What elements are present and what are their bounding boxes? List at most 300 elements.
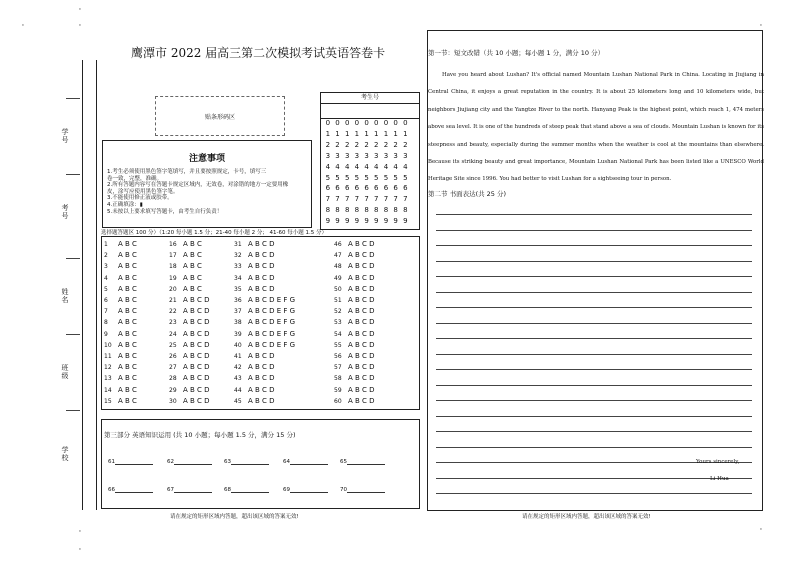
mc-question-row	[104, 274, 137, 282]
id-bubble[interactable]: 5	[354, 173, 360, 182]
id-bubble[interactable]: 5	[383, 173, 389, 182]
writing-line[interactable]	[436, 385, 752, 386]
writing-line[interactable]	[436, 276, 752, 277]
signature-name: Li Hua	[710, 476, 729, 482]
answer-options[interactable]: A B C	[118, 340, 137, 349]
side-underline	[66, 174, 80, 175]
question-number: 40	[234, 341, 242, 349]
error-correction-passage	[428, 67, 764, 189]
question-number: 4	[104, 274, 108, 282]
side-label-exam-number: 考号	[61, 204, 69, 220]
answer-options[interactable]: A B C D	[348, 262, 375, 271]
answer-options[interactable]: A B C D	[348, 329, 375, 338]
writing-line[interactable]	[436, 493, 752, 494]
mc-question-row	[104, 363, 137, 371]
cut-mark: '	[760, 527, 762, 535]
blank-number: 70	[340, 487, 347, 493]
id-bubble[interactable]: 7	[393, 195, 398, 204]
answer-options[interactable]: A B C	[118, 307, 137, 316]
answer-options[interactable]: A B C D	[183, 396, 210, 405]
fill-blank[interactable]	[167, 486, 212, 493]
id-bubble[interactable]: 9	[364, 217, 369, 226]
question-number: 46	[334, 241, 342, 248]
answer-options[interactable]: A B C D	[348, 296, 375, 304]
answer-options[interactable]: A B C D E F G	[248, 318, 296, 327]
candidate-number-grid	[320, 92, 420, 230]
answer-options[interactable]: A B C D E F G	[248, 307, 296, 316]
id-bubble[interactable]: 1	[403, 129, 408, 138]
id-bubble[interactable]: 0	[364, 119, 369, 127]
side-label-name: 姓名	[61, 288, 69, 304]
blank-underline[interactable]	[174, 458, 212, 465]
notice-title: 注意事项	[188, 154, 225, 164]
id-bubble[interactable]: 0	[335, 119, 340, 127]
fill-blank[interactable]	[224, 458, 269, 465]
mc-question-row	[234, 274, 275, 282]
question-number: 20	[169, 285, 177, 293]
question-number: 3	[104, 263, 108, 271]
writing-line[interactable]	[436, 478, 752, 479]
question-number: 11	[104, 353, 112, 360]
question-number: 56	[334, 353, 342, 360]
id-bubble[interactable]: 3	[393, 151, 398, 160]
writing-panel	[427, 30, 763, 511]
blank-underline[interactable]	[174, 486, 212, 493]
id-bubble[interactable]: 2	[403, 140, 408, 149]
question-number: 16	[169, 241, 177, 248]
answer-options[interactable]: A B C	[183, 240, 202, 248]
mc-question-row	[234, 386, 275, 394]
question-number: 12	[104, 364, 112, 372]
id-bubble[interactable]: 8	[403, 206, 408, 215]
part3-area	[101, 419, 420, 509]
answer-options[interactable]: A B C D	[248, 385, 275, 394]
id-bubble[interactable]: 2	[383, 140, 389, 149]
question-number: 44	[234, 386, 242, 394]
id-bubble[interactable]: 8	[374, 206, 379, 215]
notice-lines	[107, 169, 311, 215]
id-bubble[interactable]: 0	[354, 119, 360, 127]
mc-question-row	[104, 397, 137, 405]
candidate-number-bubbles	[323, 118, 410, 227]
answer-options[interactable]: A B C D	[348, 318, 375, 327]
question-number: 15	[104, 397, 112, 405]
blank-underline[interactable]	[231, 486, 269, 493]
side-underline	[66, 98, 80, 99]
id-bubble[interactable]: 1	[335, 129, 340, 138]
blank-number: 64	[283, 459, 290, 465]
id-bubble[interactable]: 5	[364, 173, 369, 182]
question-number: 29	[169, 386, 177, 394]
mc-question-row	[234, 397, 275, 405]
answer-options[interactable]: A B C D	[348, 240, 375, 248]
writing-line[interactable]	[436, 369, 752, 370]
answer-options[interactable]: A B C D	[348, 284, 375, 293]
id-bubble[interactable]: 9	[325, 217, 331, 226]
id-bubble[interactable]: 3	[354, 151, 360, 160]
blank-underline[interactable]	[115, 486, 153, 493]
answer-options[interactable]: A B C D	[248, 352, 275, 360]
answer-options[interactable]: A B C D	[348, 363, 375, 372]
side-label-class: 班级	[61, 364, 69, 380]
id-bubble[interactable]: 3	[374, 151, 379, 160]
answer-options[interactable]: A B C	[118, 374, 137, 383]
id-bubble[interactable]: 5	[393, 173, 398, 182]
cut-mark: '	[79, 547, 81, 555]
id-bubble[interactable]: 3	[344, 151, 350, 160]
side-label-school: 学校	[61, 446, 69, 462]
question-number: 39	[234, 330, 242, 338]
question-number: 35	[234, 285, 242, 293]
answer-options[interactable]: A B C D	[248, 240, 275, 248]
id-bubble[interactable]: 8	[325, 206, 331, 215]
id-bubble[interactable]: 0	[383, 119, 389, 127]
blank-number: 61	[108, 459, 115, 465]
fill-blank[interactable]	[283, 486, 328, 493]
mc-question-row	[234, 352, 275, 360]
candidate-number-title: 考生号	[321, 93, 419, 104]
writing-line[interactable]	[436, 292, 752, 293]
id-bubble[interactable]: 7	[383, 195, 389, 204]
mc-question-row	[169, 274, 202, 282]
id-bubble[interactable]: 4	[374, 162, 379, 171]
mc-question-row	[334, 318, 375, 326]
mc-question-row	[169, 386, 210, 394]
id-bubble[interactable]: 0	[393, 119, 398, 127]
question-number: 21	[169, 297, 177, 304]
id-bubble[interactable]: 8	[335, 206, 340, 215]
id-bubble[interactable]: 1	[393, 129, 398, 138]
side-label-student-number: 学号	[61, 128, 69, 144]
binding-line	[82, 60, 83, 510]
answer-options[interactable]: A B C	[183, 251, 202, 260]
id-bubble[interactable]: 3	[383, 151, 389, 160]
id-bubble[interactable]: 2	[354, 140, 360, 149]
mc-question-row	[334, 285, 375, 293]
section2-title: 第二节 书面表达(共 25 分)	[428, 190, 507, 198]
id-bubble[interactable]: 8	[383, 206, 389, 215]
id-bubble[interactable]: 3	[364, 151, 369, 160]
id-bubble[interactable]: 6	[325, 184, 331, 193]
blank-number: 66	[108, 487, 115, 493]
passage-text: Have you heard about Lushan? It's official named Mountain Lushan National Park in China. Locating in Jiujiang in Central China, it enjoys a great reputation in the country. It is about 25 kilometers long and 10 kilometers wide, but neighbors Jiujiang city and the Yangtze River to the north. Hanyang Peak is the highest point, which reach 1, 474 meters above sea level. It is one of the hundreds of steep peak that stand above a sea of clouds. Mountain Lushan is known for its steepness and beauty, especially during the summer months when the weather is cool at the mountains than elsewhere. Because its striking beauty and great importance, Mountain Lushan National Park has been listed like a UNESCO World Heritage Site since 1996. You had better to visit Lushan for a sightseeing tour in person.	[428, 72, 764, 183]
mc-question-row	[104, 296, 137, 304]
blank-number: 63	[224, 459, 231, 465]
id-bubble[interactable]: 8	[393, 206, 398, 215]
question-number: 37	[234, 308, 242, 316]
answer-options[interactable]: A B C	[183, 262, 202, 271]
mc-question-row	[169, 296, 210, 304]
question-number: 13	[104, 375, 112, 383]
answer-options[interactable]: A B C D	[248, 262, 275, 271]
writing-line[interactable]	[436, 261, 752, 262]
id-bubble[interactable]: 8	[344, 206, 350, 215]
question-number: 34	[234, 274, 242, 282]
answer-options[interactable]: A B C	[118, 262, 137, 271]
question-number: 28	[169, 375, 177, 383]
notice-box	[102, 140, 312, 228]
id-bubble[interactable]: 9	[393, 217, 398, 226]
fill-blank[interactable]	[340, 458, 385, 465]
answer-options[interactable]: A B C	[118, 251, 137, 260]
id-bubble[interactable]: 4	[383, 162, 389, 171]
answer-options[interactable]: A B C D	[183, 307, 210, 316]
answer-options[interactable]: A B C	[183, 273, 202, 282]
id-bubble[interactable]: 5	[344, 173, 350, 182]
answer-options[interactable]: A B C D	[183, 340, 210, 349]
id-bubble[interactable]: 9	[374, 217, 379, 226]
answer-options[interactable]: A B C	[118, 396, 137, 405]
notice-line: 5.未按以上要求填写答题卡，由考生自行负责！	[107, 208, 223, 215]
id-bubble[interactable]: 1	[364, 129, 369, 138]
id-bubble[interactable]: 4	[325, 162, 331, 171]
answer-options[interactable]: A B C	[118, 273, 137, 282]
id-bubble[interactable]: 7	[335, 195, 340, 204]
id-bubble[interactable]: 6	[364, 184, 369, 193]
id-bubble[interactable]: 0	[344, 119, 350, 127]
id-bubble[interactable]: 4	[364, 162, 369, 171]
id-bubble[interactable]: 2	[335, 140, 340, 149]
id-bubble[interactable]: 0	[403, 119, 408, 127]
mc-question-row	[104, 374, 137, 382]
writing-line[interactable]	[436, 214, 752, 215]
blank-number: 69	[283, 487, 290, 493]
mc-question-row	[334, 274, 375, 282]
answer-options[interactable]: A B C	[118, 240, 137, 248]
id-bubble[interactable]: 0	[325, 119, 331, 127]
id-bubble[interactable]: 6	[335, 184, 340, 193]
id-bubble[interactable]: 6	[383, 184, 389, 193]
id-bubble[interactable]: 9	[335, 217, 340, 226]
question-number: 55	[334, 341, 342, 349]
id-bubble[interactable]: 5	[374, 173, 379, 182]
question-number: 42	[234, 364, 242, 372]
question-number: 7	[104, 308, 108, 316]
closing-text: Yours sincerely,	[696, 459, 740, 465]
writing-line[interactable]	[436, 245, 752, 246]
answer-options[interactable]: A B C D	[183, 374, 210, 383]
mc-question-row	[169, 251, 202, 259]
mc-question-row	[169, 318, 210, 326]
id-bubble[interactable]: 7	[403, 195, 408, 204]
answer-options[interactable]: A B C D E F G	[248, 340, 296, 349]
id-bubble[interactable]: 0	[374, 119, 379, 127]
blank-underline[interactable]	[290, 458, 328, 465]
notice-line: 3.不能使用修正液或胶带。	[107, 195, 173, 202]
answer-options[interactable]: A B C D	[248, 284, 275, 293]
fill-blank[interactable]	[224, 486, 269, 493]
answer-options[interactable]: A B C D	[183, 329, 210, 338]
id-bubble[interactable]: 4	[393, 162, 398, 171]
mc-question-row	[334, 397, 375, 405]
writing-line[interactable]	[436, 307, 752, 308]
answer-options[interactable]: A B C D	[183, 352, 210, 360]
fill-blank[interactable]	[108, 458, 153, 465]
mc-question-row	[169, 240, 202, 248]
id-bubble[interactable]: 3	[335, 151, 340, 160]
cut-mark: '	[22, 23, 24, 31]
answer-options[interactable]: A B C	[118, 329, 137, 338]
id-bubble[interactable]: 9	[403, 217, 408, 226]
writing-line[interactable]	[436, 338, 752, 339]
id-bubble[interactable]: 1	[354, 129, 360, 138]
blank-underline[interactable]	[290, 486, 328, 493]
question-number: 47	[334, 252, 342, 260]
id-bubble[interactable]: 9	[344, 217, 350, 226]
mc-question-row	[234, 296, 295, 304]
id-bubble[interactable]: 4	[403, 162, 408, 171]
id-bubble[interactable]: 8	[364, 206, 369, 215]
answer-options[interactable]: A B C	[183, 284, 202, 293]
mc-question-row	[169, 262, 202, 270]
fill-blank[interactable]	[108, 486, 153, 493]
writing-line[interactable]	[436, 416, 752, 417]
mc-question-row	[334, 330, 375, 338]
id-bubble[interactable]: 2	[374, 140, 379, 149]
sticker-label: 贴条形码区	[204, 113, 235, 121]
answer-options[interactable]: A B C D	[348, 340, 375, 349]
question-number: 22	[169, 308, 177, 316]
answer-options[interactable]: A B C D	[248, 363, 275, 372]
id-bubble[interactable]: 4	[354, 162, 360, 171]
answer-options[interactable]: A B C D	[248, 374, 275, 383]
mc-question-row	[104, 318, 137, 326]
id-bubble[interactable]: 7	[354, 195, 360, 204]
answer-options[interactable]: A B C D	[248, 251, 275, 260]
blank-underline[interactable]	[231, 458, 269, 465]
blank-underline[interactable]	[347, 458, 385, 465]
id-bubble[interactable]: 2	[344, 140, 350, 149]
id-bubble[interactable]: 6	[403, 184, 408, 193]
question-number: 18	[169, 263, 177, 271]
id-bubble[interactable]: 7	[325, 195, 331, 204]
writing-line[interactable]	[436, 323, 752, 324]
writing-line[interactable]	[436, 230, 752, 231]
id-bubble[interactable]: 9	[354, 217, 360, 226]
id-bubble[interactable]: 5	[325, 173, 331, 182]
id-bubble[interactable]: 8	[354, 206, 360, 215]
answer-options[interactable]: A B C	[118, 363, 137, 372]
id-bubble[interactable]: 9	[383, 217, 389, 226]
mc-question-row	[104, 341, 137, 349]
answer-options[interactable]: A B C	[118, 296, 137, 304]
page-title: 鹰潭市 2022 届高三第二次模拟考试英语答卷卡	[131, 46, 386, 60]
fill-blank[interactable]	[283, 458, 328, 465]
id-bubble[interactable]: 6	[354, 184, 360, 193]
writing-line[interactable]	[436, 447, 752, 448]
answer-options[interactable]: A B C D	[348, 251, 375, 260]
question-number: 45	[234, 397, 242, 405]
cut-mark: '	[760, 23, 762, 31]
question-number: 58	[334, 375, 342, 383]
question-number: 9	[104, 330, 108, 338]
answer-options[interactable]: A B C D	[348, 352, 375, 360]
id-bubble[interactable]: 6	[374, 184, 379, 193]
answer-options[interactable]: A B C D E F G	[248, 329, 296, 338]
answer-options[interactable]: A B C	[118, 284, 137, 293]
id-bubble[interactable]: 2	[325, 140, 331, 149]
answer-options[interactable]: A B C	[118, 352, 137, 360]
answer-options[interactable]: A B C D	[348, 374, 375, 383]
question-number: 41	[234, 353, 242, 360]
answer-options[interactable]: A B C D	[248, 273, 275, 282]
question-number: 2	[104, 252, 108, 260]
blank-underline[interactable]	[115, 458, 153, 465]
answer-options[interactable]: A B C D	[348, 307, 375, 316]
id-bubble[interactable]: 1	[374, 129, 379, 138]
notice-line: 皮，涂写应使用黑色签字笔。	[107, 188, 179, 195]
question-number: 26	[169, 353, 177, 360]
cut-mark: '	[79, 7, 81, 15]
id-bubble[interactable]: 2	[364, 140, 369, 149]
id-bubble[interactable]: 1	[383, 129, 389, 138]
id-bubble[interactable]: 4	[344, 162, 350, 171]
candidate-number-write-row[interactable]	[321, 104, 419, 119]
question-number: 53	[334, 319, 342, 327]
id-bubble[interactable]: 7	[364, 195, 369, 204]
id-bubble[interactable]: 1	[325, 129, 331, 138]
fill-blank[interactable]	[167, 458, 212, 465]
id-bubble[interactable]: 2	[393, 140, 398, 149]
blank-underline[interactable]	[347, 486, 385, 493]
id-bubble[interactable]: 5	[403, 173, 408, 182]
answer-options[interactable]: A B C D	[248, 396, 275, 405]
id-bubble[interactable]: 4	[335, 162, 340, 171]
writing-line[interactable]	[436, 431, 752, 432]
answer-options[interactable]: A B C D	[183, 296, 210, 304]
mc-question-row	[169, 285, 202, 293]
answer-options[interactable]: A B C D E F G	[248, 296, 296, 304]
notice-line: 2.所有答题内容写在答题卡规定区域内，无效卷，对涂错的地方一定要用橡	[107, 182, 289, 189]
mc-question-row	[104, 262, 137, 270]
id-bubble[interactable]: 7	[344, 195, 350, 204]
mc-question-row	[169, 341, 210, 349]
answer-options[interactable]: A B C D	[348, 396, 375, 405]
id-bubble[interactable]: 3	[403, 151, 408, 160]
answer-options[interactable]: A B C	[118, 385, 137, 394]
footer-note-left: 请在规定的矩形区域内答题，超出该区域的答案无效!	[170, 514, 299, 520]
answer-options[interactable]: A B C	[118, 318, 137, 327]
answer-options[interactable]: A B C D	[183, 318, 210, 327]
answer-options[interactable]: A B C D	[348, 385, 375, 394]
question-number: 10	[104, 341, 112, 349]
writing-line[interactable]	[436, 354, 752, 355]
answer-options[interactable]: A B C D	[348, 273, 375, 282]
mc-question-row	[169, 330, 210, 338]
mc-question-row	[334, 296, 375, 304]
id-bubble[interactable]: 7	[374, 195, 379, 204]
notice-line: 卷一致，完整，准确。	[107, 175, 163, 182]
mc-question-row	[234, 307, 295, 315]
id-bubble[interactable]: 3	[325, 151, 331, 160]
question-number: 38	[234, 319, 242, 327]
mc-question-row	[334, 374, 375, 382]
answer-options[interactable]: A B C D	[183, 363, 210, 372]
id-bubble[interactable]: 1	[344, 129, 350, 138]
writing-line[interactable]	[436, 400, 752, 401]
answer-options[interactable]: A B C D	[183, 385, 210, 394]
id-bubble[interactable]: 6	[393, 184, 398, 193]
mc-question-row	[104, 285, 137, 293]
question-number: 25	[169, 341, 177, 349]
fill-blank[interactable]	[340, 486, 385, 493]
question-number: 52	[334, 308, 342, 316]
question-number: 8	[104, 319, 108, 327]
id-bubble[interactable]: 5	[335, 173, 340, 182]
id-bubble[interactable]: 6	[344, 184, 350, 193]
fold-line	[96, 60, 97, 510]
mc-question-row	[169, 397, 210, 405]
